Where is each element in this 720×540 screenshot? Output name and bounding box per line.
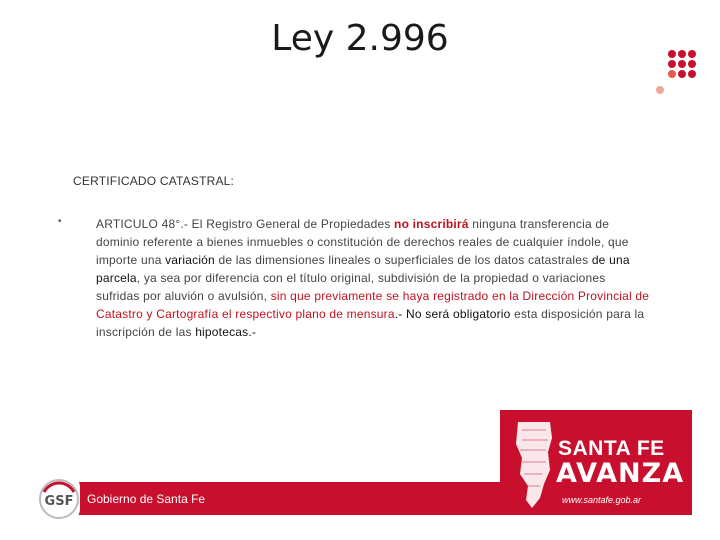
brand-url: www.santafe.gob.ar xyxy=(562,495,642,505)
highlight-de-una-parcela: de una parcela xyxy=(96,253,630,285)
gsf-logo-icon xyxy=(38,478,80,520)
highlight-no-sera-obligatorio: No será obligatorio xyxy=(406,307,511,321)
article-text: .- xyxy=(394,307,407,321)
article-text: ninguna transferencia de dominio referente a bienes inmuebles o constitución de derechos reales de cualquier índole, que importe una xyxy=(96,217,629,267)
brand-line-1: SANTA FE xyxy=(558,437,665,460)
article-text: de las dimensiones lineales o superficiales de los datos catastrales xyxy=(214,253,592,267)
government-label: Gobierno de Santa Fe xyxy=(87,492,206,506)
article-text: , ya sea por diferencia con el título original, subdivisión de la propiedad o variaciones sufridas por aluvión o avulsión, xyxy=(96,271,606,303)
highlight-variacion: variación xyxy=(165,253,215,267)
bullet-marker: • xyxy=(58,216,62,227)
article-text: ARTICULO 48°.- El Registro General de Propiedades xyxy=(96,217,395,231)
gsf-logo-text: GSF xyxy=(44,494,74,509)
slide-title: Ley 2.996 xyxy=(271,18,449,59)
highlight-registro-plano: sin que previamente se haya registrado en la Dirección Provincial de Catastro y Cartografía el respectivo plano de mensura xyxy=(96,289,650,321)
article-text: esta disposición para la inscripción de las xyxy=(96,307,645,339)
article-paragraph xyxy=(96,215,652,341)
highlight-no-inscribira: no inscribirá xyxy=(394,217,469,231)
article-text: .- xyxy=(248,325,257,339)
santa-fe-province-map-icon xyxy=(510,418,558,510)
highlight-hipotecas: hipotecas xyxy=(195,325,249,339)
red-dot-cluster-icon xyxy=(650,48,698,98)
brand-line-2: AVANZA xyxy=(556,458,685,489)
section-heading: CERTIFICADO CATASTRAL: xyxy=(73,174,235,188)
